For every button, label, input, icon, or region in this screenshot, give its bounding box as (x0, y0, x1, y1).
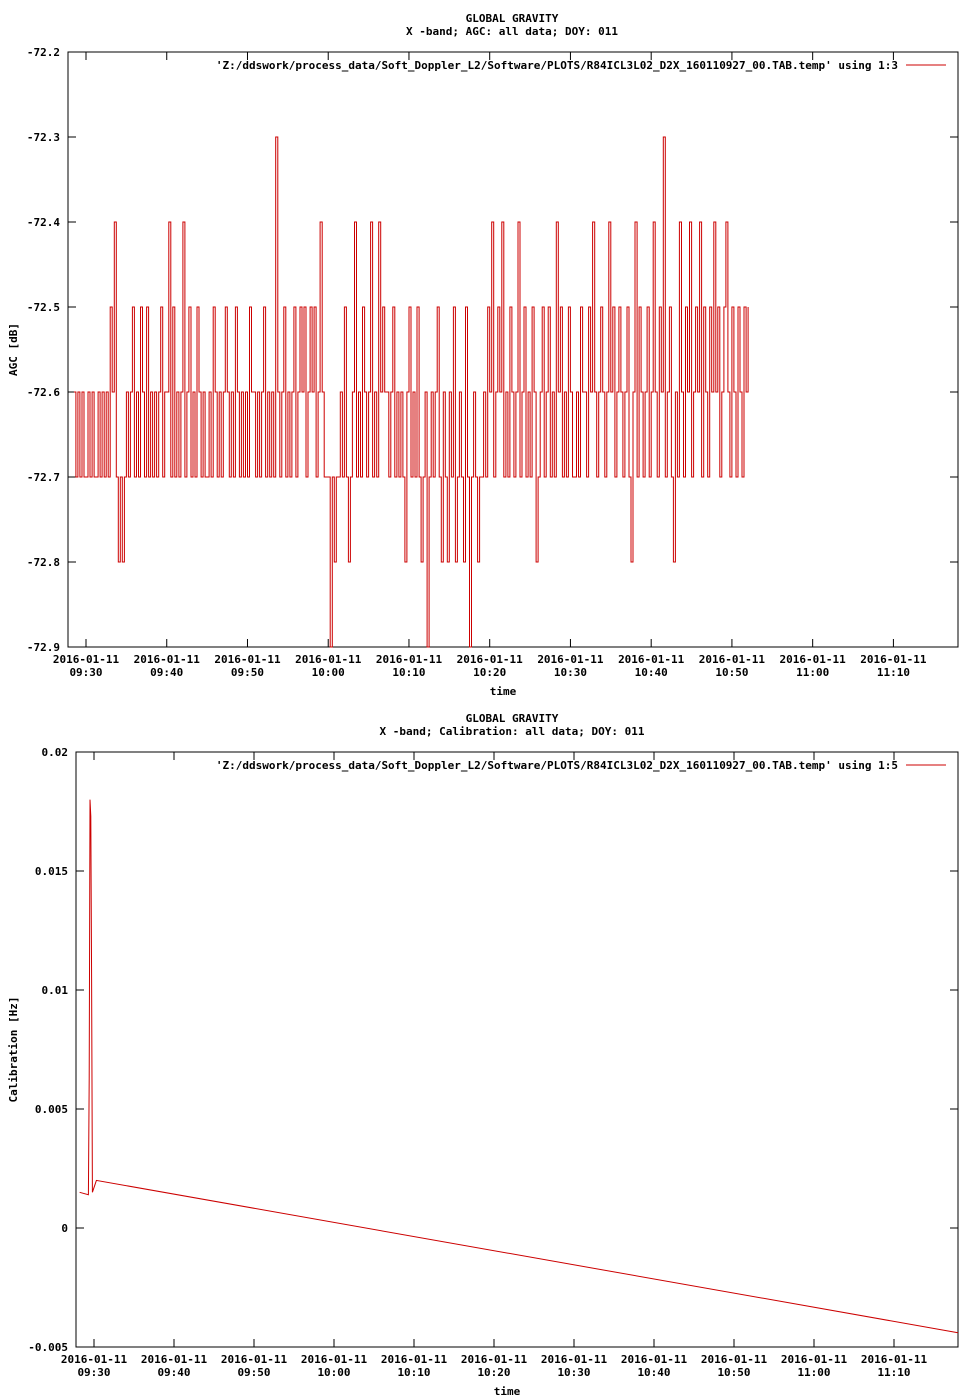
x-tick-date: 2016-01-11 (456, 653, 523, 666)
x-tick-date: 2016-01-11 (780, 1353, 848, 1366)
chart-subtitle: X -band; Calibration: all data; DOY: 011 (379, 725, 645, 738)
y-tick-label: -72.6 (26, 386, 60, 399)
x-tick-date: 2016-01-11 (300, 1353, 368, 1366)
y-tick-label: -72.7 (26, 471, 60, 484)
x-tick-date: 2016-01-11 (375, 653, 443, 666)
x-tick-date: 2016-01-11 (380, 1353, 448, 1366)
calibration-chart (0, 700, 980, 1400)
x-tick-date: 2016-01-11 (860, 1353, 928, 1366)
x-tick-date: 2016-01-11 (618, 653, 685, 666)
x-tick-time: 09:40 (150, 666, 184, 679)
x-tick-time: 10:00 (311, 666, 345, 679)
x-tick-date: 2016-01-11 (295, 653, 362, 666)
x-tick-date: 2016-01-11 (540, 1353, 608, 1366)
x-tick-time: 10:50 (717, 1366, 751, 1379)
x-tick-time: 09:30 (69, 666, 103, 679)
x-tick-time: 10:20 (477, 1366, 511, 1379)
x-tick-date: 2016-01-11 (52, 653, 120, 666)
x-tick-date: 2016-01-11 (214, 653, 281, 666)
x-tick-date: 2016-01-11 (133, 653, 200, 666)
x-tick-date: 2016-01-11 (60, 1353, 128, 1366)
x-tick-date: 2016-01-11 (620, 1353, 688, 1366)
x-tick-time: 09:40 (157, 1366, 191, 1379)
x-tick-time: 10:30 (553, 666, 588, 679)
x-tick-time: 10:40 (634, 666, 668, 679)
y-tick-label: 0.01 (41, 984, 68, 997)
plot-frame (68, 52, 958, 647)
y-tick-label: -72.3 (26, 131, 60, 144)
x-tick-time: 10:40 (637, 1366, 671, 1379)
x-tick-time: 10:30 (557, 1366, 591, 1379)
x-tick-time: 10:50 (715, 666, 749, 679)
calibration-chart-panel (0, 700, 980, 1400)
legend-label: 'Z:/ddswork/process_data/Soft_Doppler_L2/Software/PLOTS/R84ICL3L02_D2X_160110927_00.TAB.temp' using 1:5 (215, 759, 898, 772)
x-tick-time: 09:50 (237, 1366, 271, 1379)
series-line-calibration (80, 800, 958, 1333)
x-tick-time: 10:20 (473, 666, 507, 679)
x-tick-time: 11:10 (876, 666, 910, 679)
y-tick-label: -72.4 (26, 216, 60, 229)
y-tick-label: 0.015 (34, 865, 68, 878)
y-axis-label: AGC [dB] (7, 323, 20, 376)
y-tick-label: -72.9 (26, 641, 60, 654)
x-tick-date: 2016-01-11 (779, 653, 846, 666)
x-axis-label: time (493, 1385, 521, 1398)
x-tick-time: 11:10 (877, 1366, 911, 1379)
x-tick-time: 09:50 (230, 666, 265, 679)
y-tick-label: -72.5 (26, 301, 60, 314)
y-tick-label: 0 (61, 1222, 68, 1235)
y-tick-label: -0.005 (28, 1341, 68, 1354)
plot-frame (76, 752, 958, 1347)
x-tick-time: 10:10 (397, 1366, 431, 1379)
y-tick-label: -72.8 (26, 556, 60, 569)
x-tick-time: 10:10 (392, 666, 426, 679)
y-tick-label: -72.2 (26, 46, 60, 59)
legend-label: 'Z:/ddswork/process_data/Soft_Doppler_L2/Software/PLOTS/R84ICL3L02_D2X_160110927_00.TAB.temp' using 1:3 (215, 59, 898, 72)
x-tick-time: 11:00 (796, 666, 830, 679)
chart-title: GLOBAL GRAVITY (465, 712, 559, 725)
x-tick-date: 2016-01-11 (220, 1353, 288, 1366)
x-tick-date: 2016-01-11 (700, 1353, 768, 1366)
x-tick-time: 10:00 (317, 1366, 351, 1379)
x-axis-label: time (489, 685, 517, 698)
x-tick-date: 2016-01-11 (698, 653, 766, 666)
x-tick-date: 2016-01-11 (860, 653, 927, 666)
chart-title: GLOBAL GRAVITY (465, 12, 559, 25)
series-line-agc (74, 137, 748, 647)
x-tick-time: 09:30 (77, 1366, 111, 1379)
y-tick-label: 0.02 (41, 746, 68, 759)
x-tick-time: 11:00 (797, 1366, 831, 1379)
y-tick-label: 0.005 (34, 1103, 68, 1116)
x-tick-date: 2016-01-11 (140, 1353, 208, 1366)
x-tick-date: 2016-01-11 (460, 1353, 528, 1366)
x-tick-date: 2016-01-11 (537, 653, 604, 666)
chart-subtitle: X -band; AGC: all data; DOY: 011 (406, 25, 618, 38)
y-axis-label: Calibration [Hz] (7, 996, 20, 1103)
